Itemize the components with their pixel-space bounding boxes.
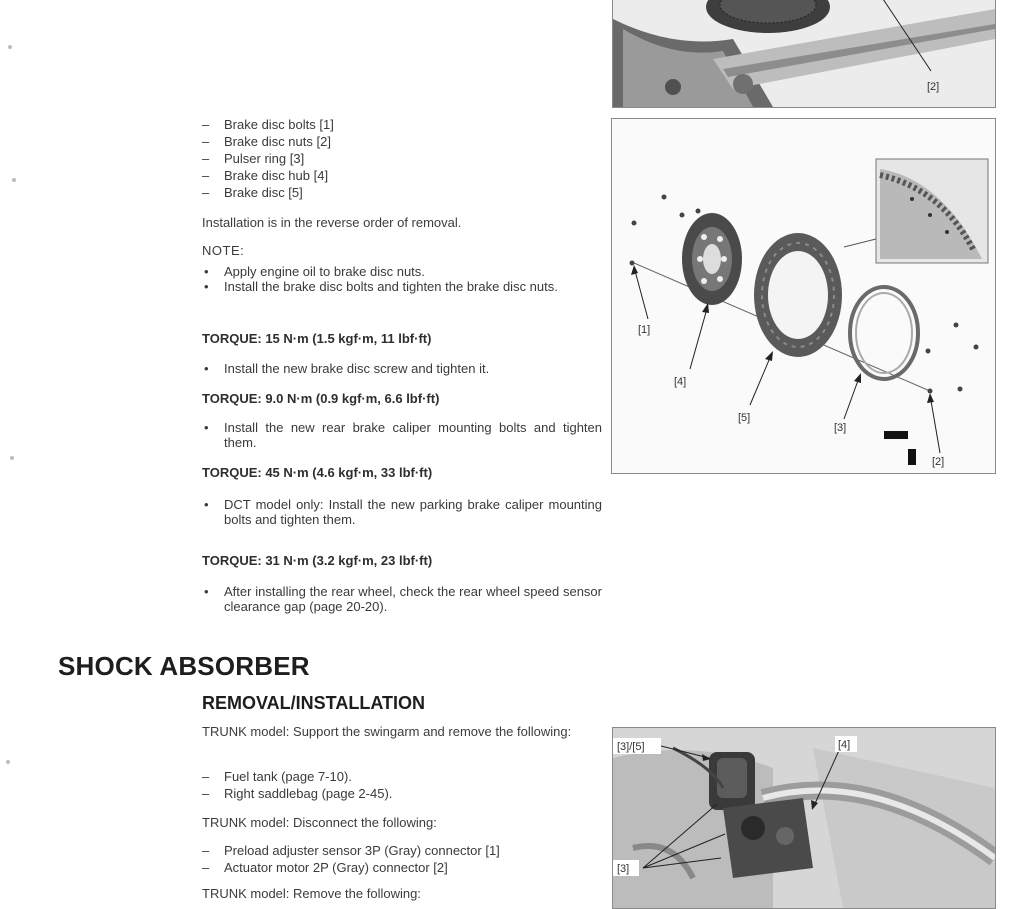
callout-2: [2] <box>932 456 945 468</box>
list-item: – Actuator motor 2P (Gray) connector [2] <box>202 860 448 875</box>
list-item: • Install the new brake disc screw and tighten it. <box>204 361 490 376</box>
list-item: • Install the new rear brake caliper mounting bolts and tighten them. <box>204 420 602 450</box>
brake-disc-exploded-diagram <box>611 118 996 474</box>
torque-spec: TORQUE: 9.0 N·m (0.9 kgf·m, 6.6 lbf·ft) <box>202 391 440 406</box>
torque-spec: TORQUE: 31 N·m (3.2 kgf·m, 23 lbf·ft) <box>202 553 433 568</box>
scan-speck <box>8 45 12 49</box>
callout-1: [1] <box>638 324 651 336</box>
step-list <box>202 584 602 614</box>
step-list <box>202 420 602 450</box>
callout-3: [3] <box>834 422 847 434</box>
list-item: • DCT model only: Install the new parking brake caliper mounting bolts and tighten them. <box>204 497 602 527</box>
scan-speck <box>10 456 14 460</box>
list-item: – Brake disc [5] <box>202 185 303 200</box>
callout-3: [3] <box>617 863 630 875</box>
step-list <box>202 361 602 376</box>
remove-heading: TRUNK model: Remove the following: <box>202 886 421 901</box>
section-title: SHOCK ABSORBER <box>58 651 310 681</box>
callout-4: [4] <box>674 376 687 388</box>
disconnect-list <box>202 842 602 876</box>
top-wheel-photo <box>612 0 996 108</box>
disconnect-heading: TRUNK model: Disconnect the following: <box>202 815 437 830</box>
brake-removal-list <box>202 116 602 201</box>
note-heading: NOTE: <box>202 243 245 258</box>
callout-2: [2] <box>927 81 940 93</box>
list-item: – Preload adjuster sensor 3P (Gray) connector [1] <box>202 843 500 858</box>
list-item: – Brake disc bolts [1] <box>202 117 334 132</box>
subsection-title: REMOVAL/INSTALLATION <box>202 693 425 713</box>
list-item: • Install the brake disc bolts and tighten the brake disc nuts. <box>204 279 558 294</box>
callout-3-5: [3]/[5] <box>617 741 645 753</box>
scan-speck <box>12 178 16 182</box>
shock-remove-list <box>202 768 602 802</box>
list-item: – Right saddlebag (page 2-45). <box>202 786 393 801</box>
list-item: • After installing the rear wheel, check the rear wheel speed sensor clearance gap (page 20-20). <box>204 584 602 614</box>
step-list <box>202 497 602 527</box>
top-wheel-photo-art <box>613 0 995 107</box>
list-item: • Apply engine oil to brake disc nuts. <box>204 264 425 279</box>
callout-5: [5] <box>738 412 751 424</box>
callout-4: [4] <box>838 739 851 751</box>
list-item: – Fuel tank (page 7-10). <box>202 769 352 784</box>
torque-spec: TORQUE: 15 N·m (1.5 kgf·m, 11 lbf·ft) <box>202 331 432 346</box>
scan-speck <box>6 760 10 764</box>
list-item: – Pulser ring [3] <box>202 151 305 166</box>
list-item: – Brake disc nuts [2] <box>202 134 331 149</box>
note-list <box>202 264 602 294</box>
install-note: Installation is in the reverse order of removal. <box>202 215 462 230</box>
torque-spec: TORQUE: 45 N·m (4.6 kgf·m, 33 lbf·ft) <box>202 465 433 480</box>
shock-photo-art <box>613 728 995 908</box>
shock-absorber-photo <box>612 727 996 909</box>
exploded-diagram-art <box>612 119 995 473</box>
shock-intro: TRUNK model: Support the swingarm and remove the following: <box>202 724 572 739</box>
list-item: – Brake disc hub [4] <box>202 168 329 183</box>
